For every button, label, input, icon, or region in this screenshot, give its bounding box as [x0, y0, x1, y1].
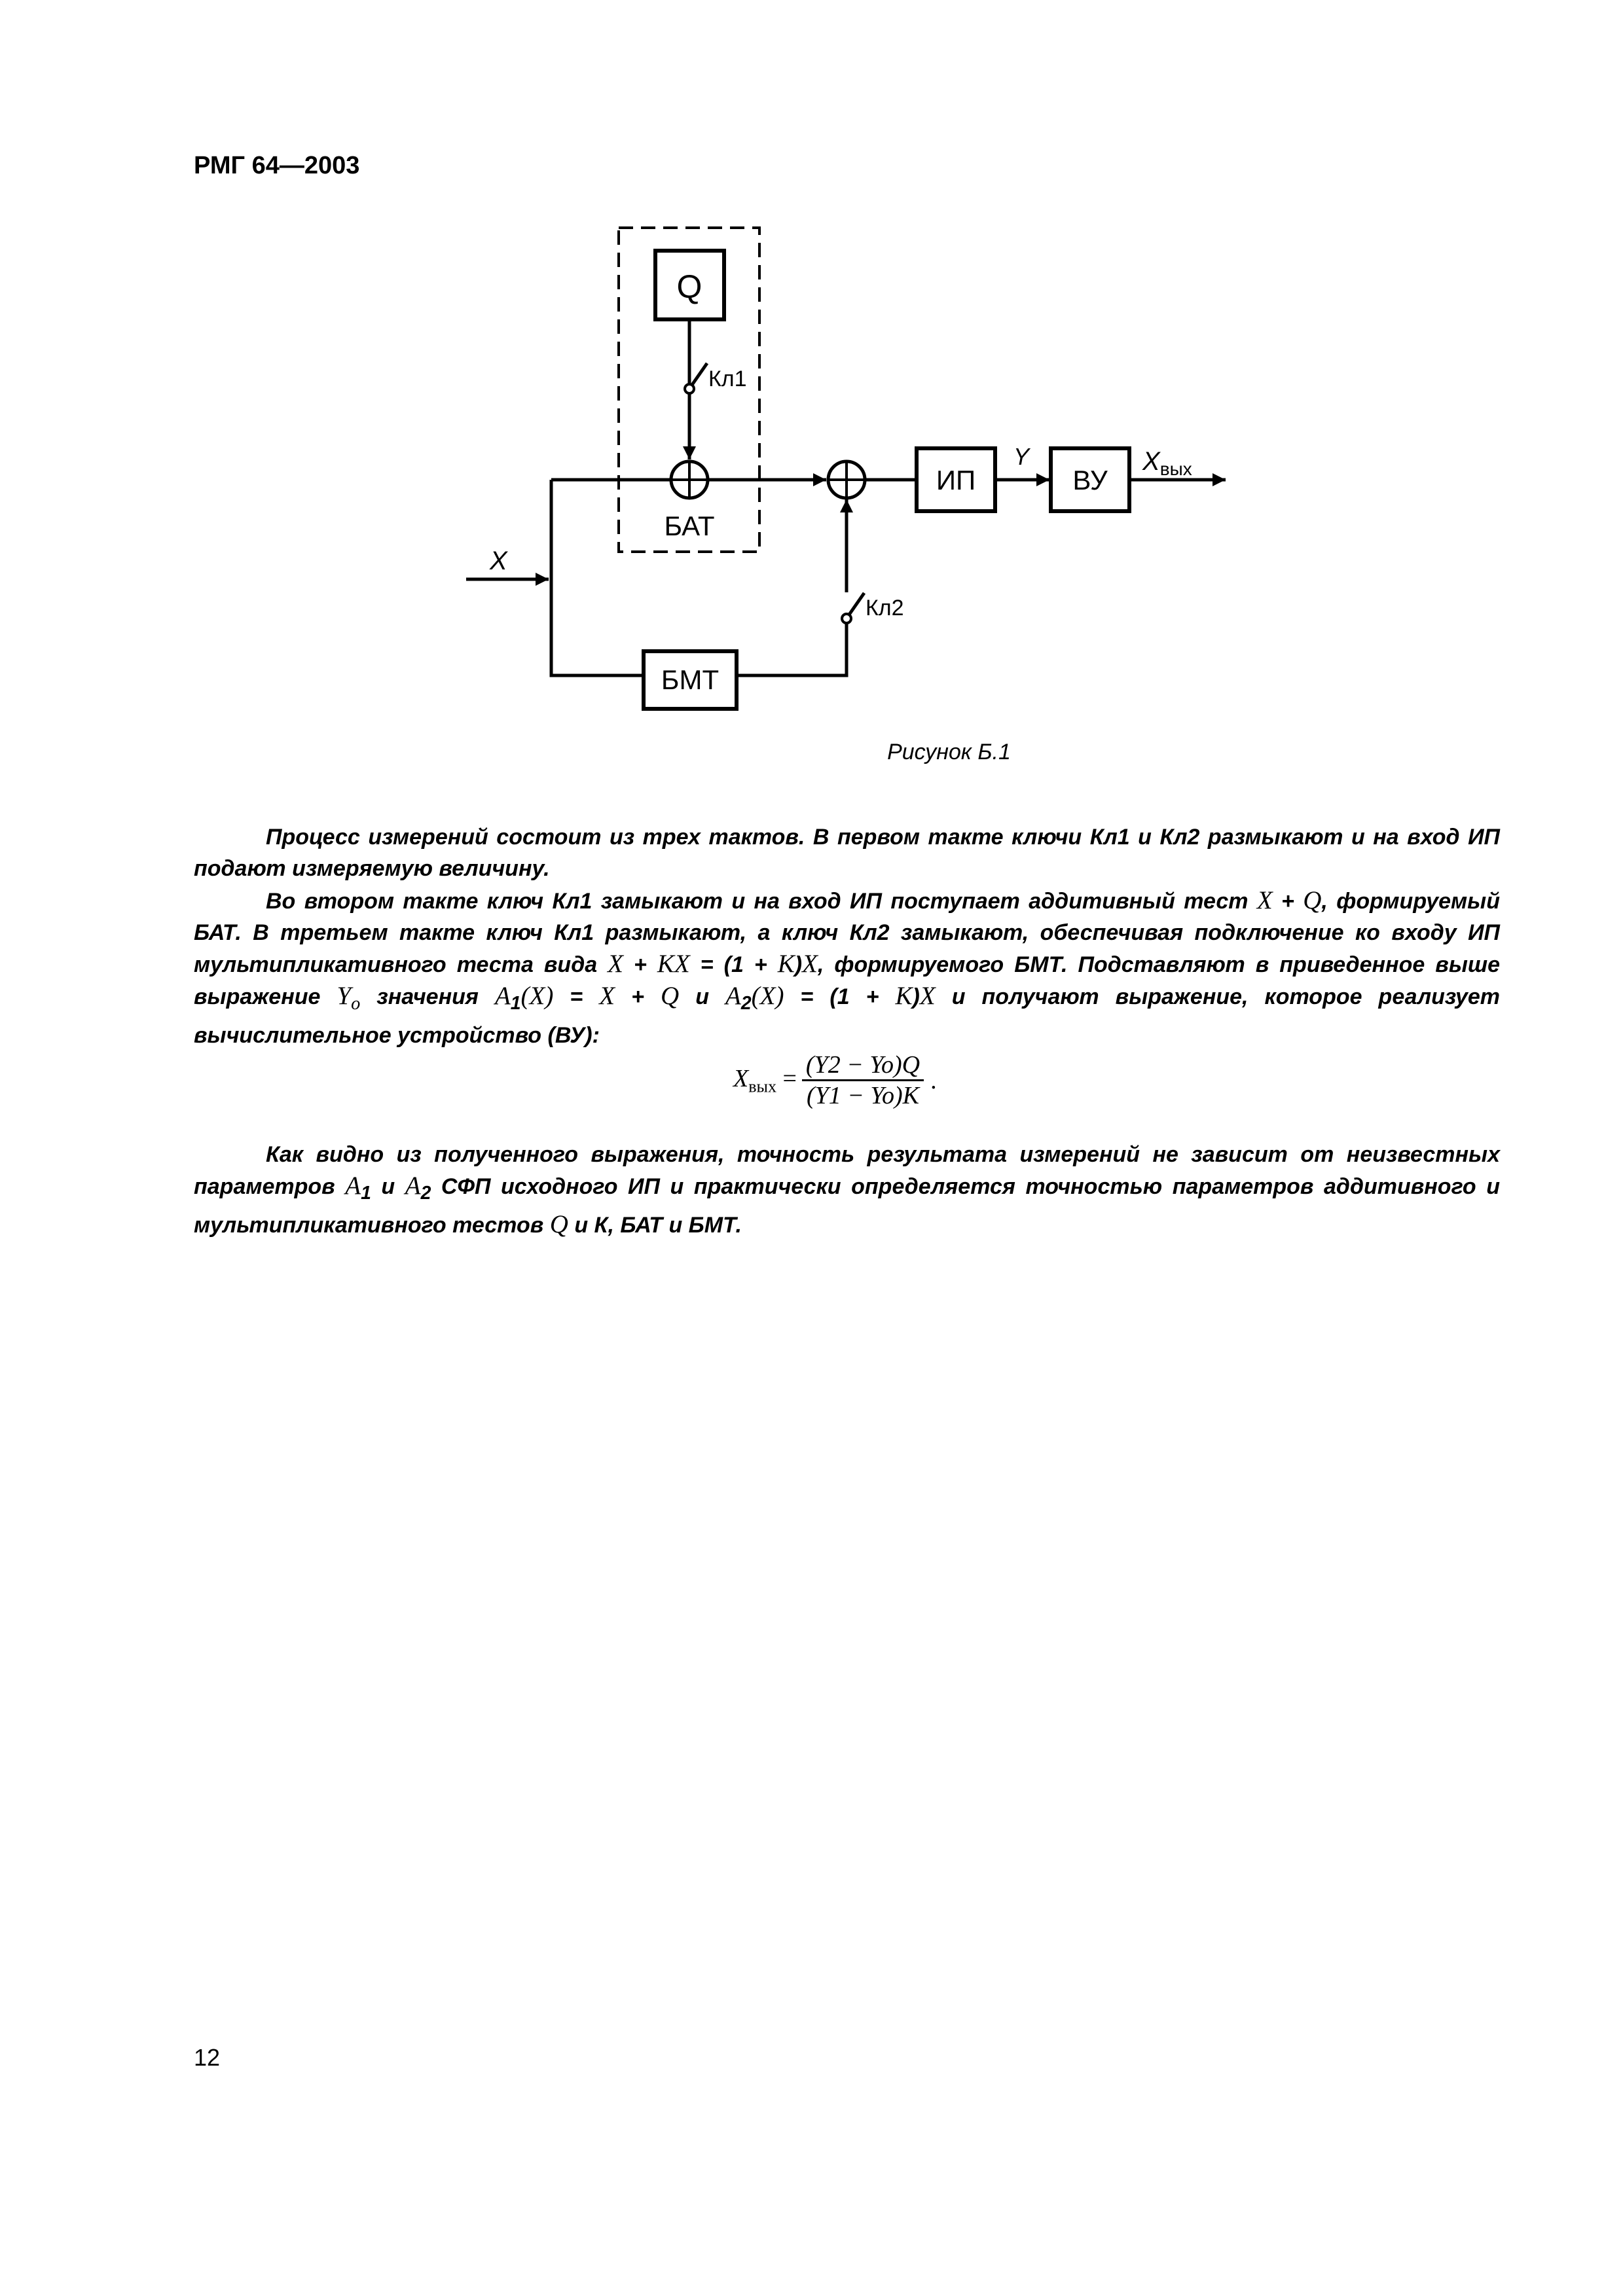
bmt-to-key2-line — [737, 623, 847, 675]
page-number: 12 — [194, 2044, 221, 2071]
input-label: X — [490, 547, 507, 575]
paragraph-2: Во втором такте ключ Кл1 замыкают и на вход ИП поступает аддитивный тест X + Q, формируемый БАТ. В третьем такте ключ Кл1 размыкают, а ключ Кл2 замыкают, обеспечивая подключение ко входу ИП мультипликативного теста вида X + KX = (1 + K)X, формируемого БМТ. Подставляют в приведенное выше выражение $Y_o$ значения $A_1(X) = X + Q$ и $A_2(X) = (1 + K)X$ и получают выражение, которое реализует вычислительное устройство (ВУ): — [194, 886, 1501, 1048]
key2-contact — [842, 614, 851, 623]
key1-contact — [685, 384, 694, 393]
block-diagram — [0, 0, 1623, 772]
paragraph-3: Как видно из полученного выражения, точность результата измерений не зависит от неизвестных параметров $A_1$ и $A_2$ СФП исходного ИП и практически определяется точностью параметров аддитивного и мультипликативного тестов Q и К, БАТ и БМТ. — [194, 1142, 1500, 1238]
bat-label: БАТ — [664, 511, 715, 541]
y-label: Y — [1013, 443, 1030, 470]
formula-numerator: (Y2 − Yo)Q — [802, 1050, 924, 1081]
document-code-header: РМГ 64—2003 — [194, 152, 360, 179]
formula-denominator: (Y1 − Yo)K — [806, 1082, 920, 1109]
key1-switch-arm — [692, 363, 707, 385]
ip-block-label: ИП — [936, 465, 976, 495]
formula-end: . — [930, 1066, 937, 1094]
key1-label: Кл1 — [708, 367, 747, 391]
input-trunk — [551, 480, 644, 675]
formula-table — [733, 1050, 938, 1110]
q-block-label: Q — [676, 268, 702, 305]
paragraph-1: Процесс измерений состоит из трех тактов. В первом такте ключи Кл1 и Кл2 размыкают и на вход ИП подают измеряемую величину. — [194, 825, 1500, 881]
formula-x-out — [733, 1050, 938, 1110]
output-label: $X_{вых}$ — [1142, 447, 1192, 479]
key2-label: Кл2 — [866, 596, 904, 620]
key2-switch-arm — [849, 593, 864, 615]
formula-lhs: $X_{вых}$ = — [733, 1064, 797, 1096]
figure-caption: Рисунок Б.1 — [887, 740, 1011, 764]
bmt-block-label: БМТ — [661, 664, 720, 695]
vu-block-label: ВУ — [1072, 465, 1108, 495]
